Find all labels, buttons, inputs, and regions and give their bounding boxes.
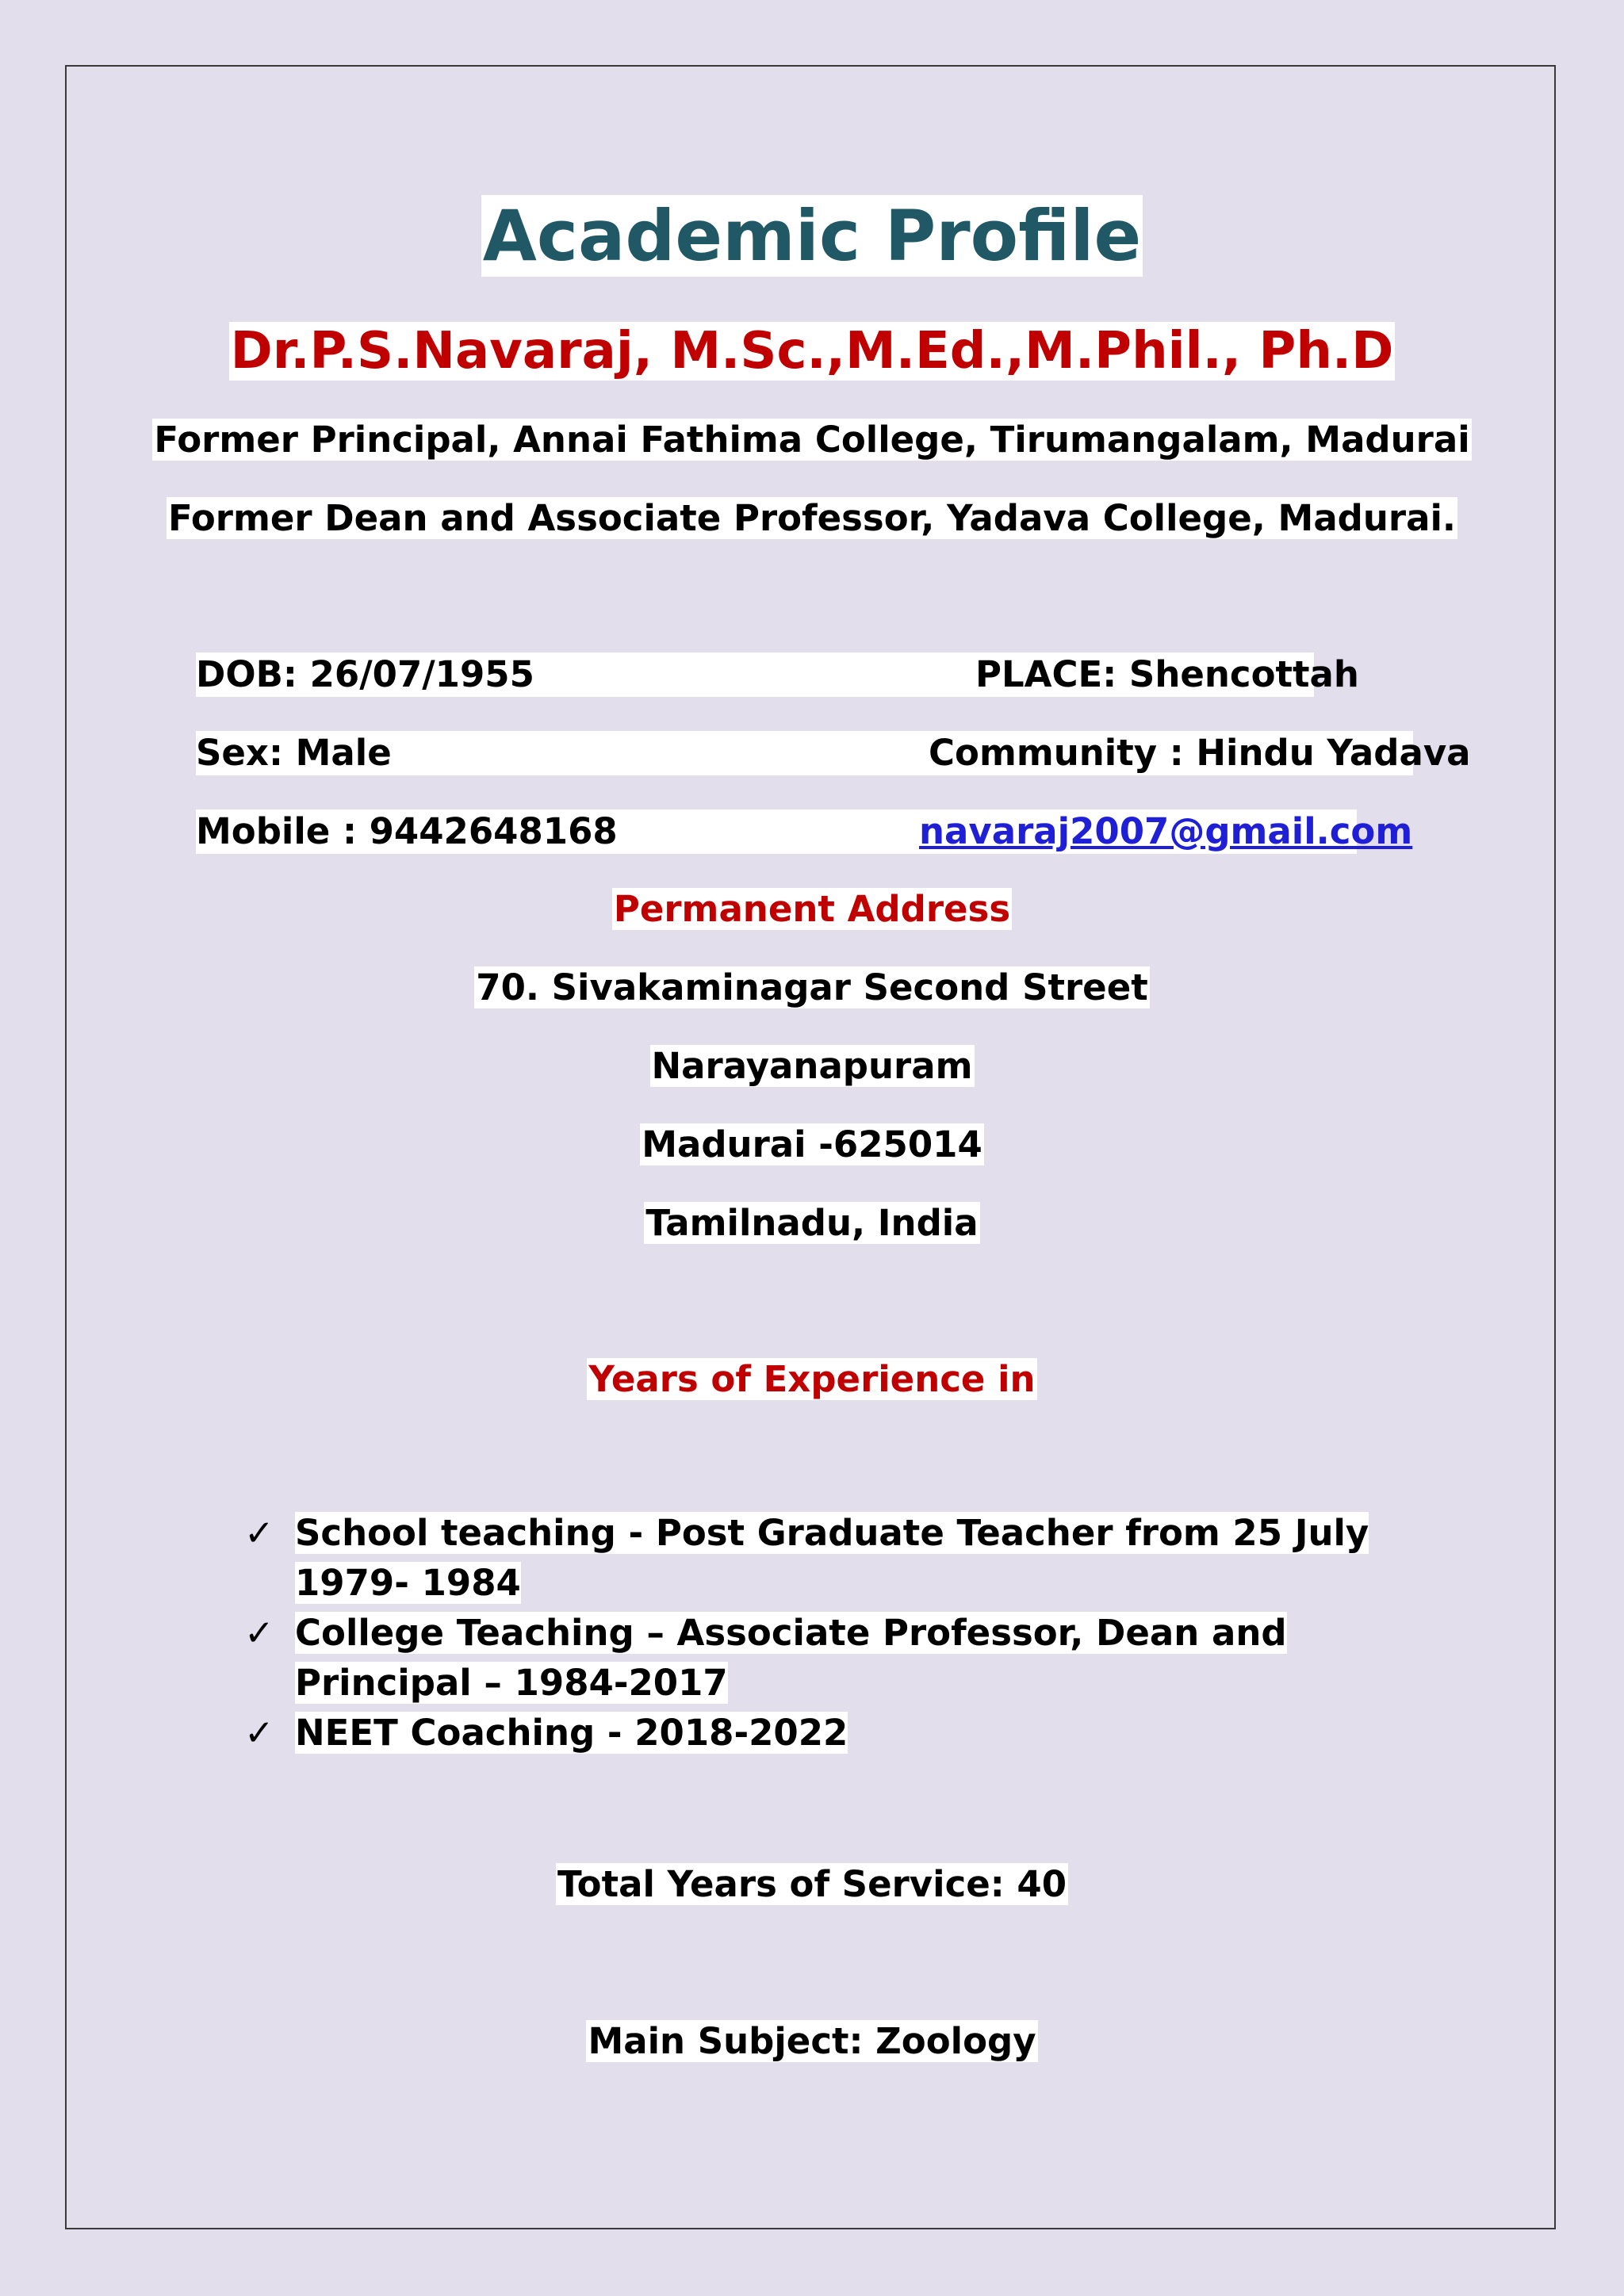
dob-value: DOB: 26/07/1955 xyxy=(196,653,534,695)
address-line-street: 70. Sivakaminagar Second Street xyxy=(476,966,1148,1008)
role-line-principal: Former Principal, Annai Fathima College, Tirumangalam, Madurai xyxy=(154,419,1470,461)
check-icon: ✓ xyxy=(244,1512,274,1554)
address-line-area: Narayanapuram xyxy=(651,1045,973,1087)
person-name: Dr.P.S.Navaraj, M.Sc.,M.Ed.,M.Phil., Ph.D xyxy=(230,322,1394,381)
mobile-value: Mobile : 9442648168 xyxy=(196,810,618,852)
sex-value: Sex: Male xyxy=(196,732,392,774)
check-icon: ✓ xyxy=(244,1712,274,1754)
info-row-sex xyxy=(196,731,1471,775)
role-line-dean: Former Dean and Associate Professor, Yadava College, Madurai. xyxy=(167,497,1457,539)
total-service: Total Years of Service: 40 xyxy=(557,1863,1067,1905)
list-item: ✓ NEET Coaching - 2018-2022 xyxy=(238,1708,1396,1758)
page-title: Academic Profile xyxy=(482,195,1142,277)
info-row-dob xyxy=(196,652,1417,697)
experience-list xyxy=(238,1508,1396,1758)
community-value: Community : Hindu Yadava xyxy=(929,732,1471,774)
list-item: ✓ School teaching - Post Graduate Teacher from 25 July 1979- 1984 xyxy=(238,1508,1396,1608)
place-value: PLACE: Shencottah xyxy=(975,653,1359,695)
address-line-state: Tamilnadu, India xyxy=(645,1202,979,1244)
permanent-address-heading: Permanent Address xyxy=(613,888,1011,930)
email-link[interactable]: navaraj2007@gmail.com xyxy=(919,810,1413,852)
experience-heading: Years of Experience in xyxy=(588,1358,1036,1400)
list-item: ✓ College Teaching – Associate Professor, Dean and Principal – 1984-2017 xyxy=(238,1608,1396,1708)
address-line-city: Madurai -625014 xyxy=(642,1123,982,1165)
main-subject: Main Subject: Zoology xyxy=(588,2020,1036,2062)
info-row-contact xyxy=(196,809,1417,854)
check-icon: ✓ xyxy=(244,1612,274,1654)
